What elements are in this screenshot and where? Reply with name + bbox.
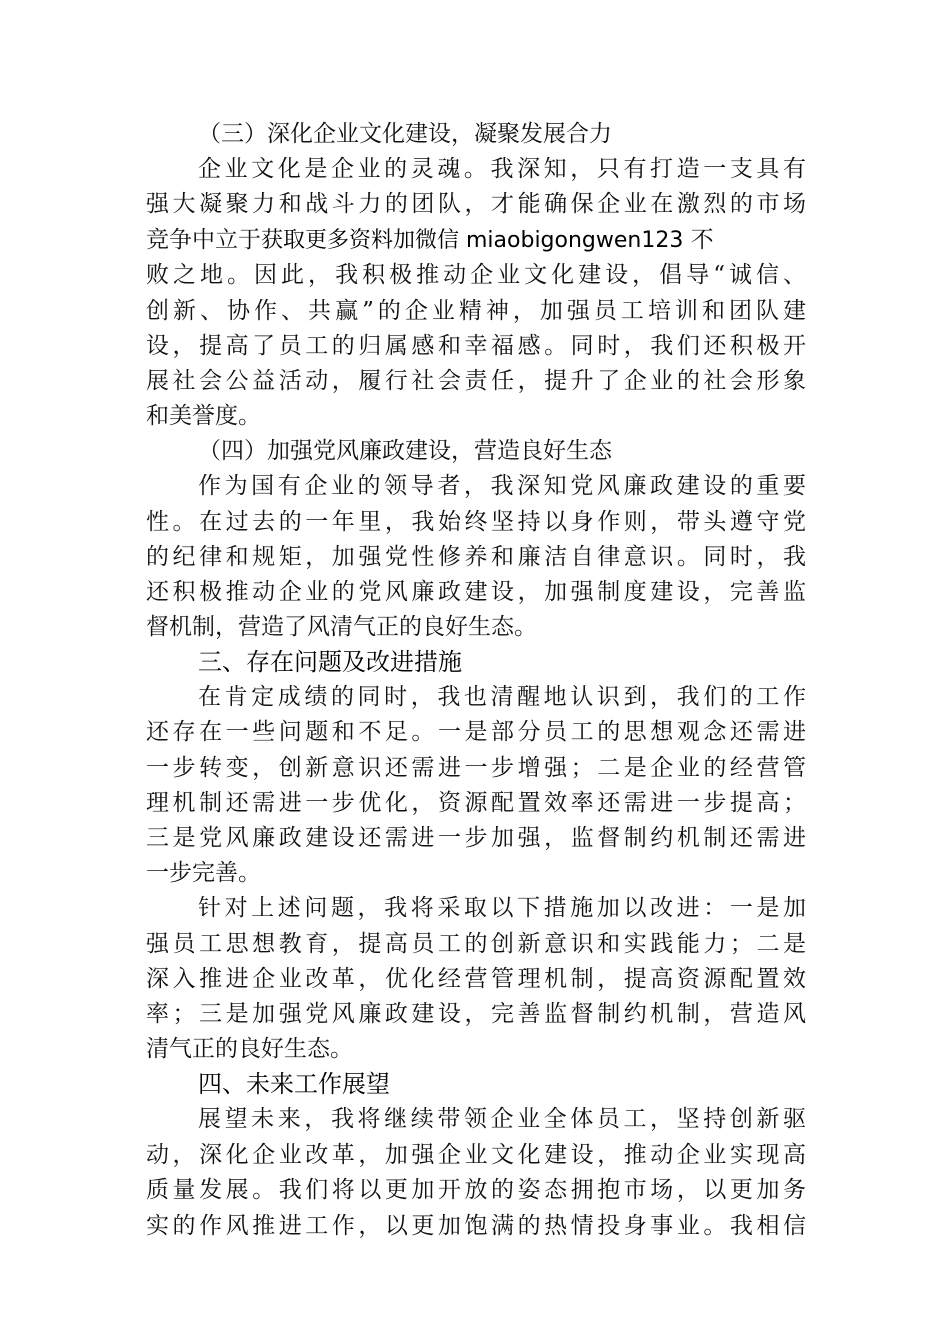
paragraph-line: 深入推进企业改革，优化经营管理机制，提高资源配置效 xyxy=(146,966,806,992)
paragraph-line: 和美誉度。 xyxy=(146,403,261,429)
paragraph-line: 败之地。因此，我积极推动企业文化建设，倡导“诚信、 xyxy=(146,262,806,288)
paragraph-line: 企业文化是企业的灵魂。我深知，只有打造一支具有 xyxy=(198,156,806,182)
paragraph-line: 展望未来，我将继续带领企业全体员工，坚持创新驱 xyxy=(198,1106,806,1132)
paragraph-line: 在肯定成绩的同时，我也清醒地认识到，我们的工作 xyxy=(198,684,806,710)
paragraph-line: 清气正的良好生态。 xyxy=(146,1036,353,1062)
paragraph-line: 创新、协作、共赢”的企业精神，加强员工培训和团队建 xyxy=(146,298,806,324)
paragraph-text: 不 xyxy=(683,227,714,253)
section-heading-4: 四、未来工作展望 xyxy=(198,1070,390,1098)
paragraph-line: 一步转变，创新意识还需进一步增强；二是企业的经营管 xyxy=(146,755,806,781)
paragraph-line: 理机制还需进一步优化，资源配置效率还需进一步提高； xyxy=(146,790,806,816)
paragraph-line: 性。在过去的一年里，我始终坚持以身作则，带头遵守党 xyxy=(146,509,806,535)
paragraph-line: 强大凝聚力和战斗力的团队，才能确保企业在激烈的市场 xyxy=(146,191,806,217)
paragraph-line: 率；三是加强党风廉政建设，完善监督制约机制，营造风 xyxy=(146,1001,806,1027)
paragraph-line: 一步完善。 xyxy=(146,860,261,886)
paragraph-line xyxy=(146,223,806,257)
paragraph-line: 实的作风推进工作，以更加饱满的热情投身事业。我相信 xyxy=(146,1213,806,1239)
paragraph-line: 动，深化企业改革，加强企业文化建设，推动企业实现高 xyxy=(146,1142,806,1168)
paragraph-line: 的纪律和规矩，加强党性修养和廉洁自律意识。同时，我 xyxy=(146,544,806,570)
paragraph-line: 作为国有企业的领导者，我深知党风廉政建设的重要 xyxy=(198,473,806,499)
paragraph-line: 三是党风廉政建设还需进一步加强，监督制约机制还需进 xyxy=(146,825,806,851)
watermark-text: 获取更多资料加微信 miaobigongwen123 xyxy=(261,228,684,253)
paragraph-line: 强员工思想教育，提高员工的创新意识和实践能力；二是 xyxy=(146,931,806,957)
paragraph-line: 针对上述问题，我将采取以下措施加以改进：一是加 xyxy=(198,895,806,921)
paragraph-line: 设，提高了员工的归属感和幸福感。同时，我们还积极开 xyxy=(146,333,806,359)
paragraph-line: 质量发展。我们将以更加开放的姿态拥抱市场，以更加务 xyxy=(146,1177,806,1203)
paragraph-line: 还存在一些问题和不足。一是部分员工的思想观念还需进 xyxy=(146,719,806,745)
paragraph-line: 展社会公益活动，履行社会责任，提升了企业的社会形象 xyxy=(146,368,806,394)
subsection-heading-3: （三）深化企业文化建设，凝聚发展合力 xyxy=(198,121,612,147)
paragraph-line: 还积极推动企业的党风廉政建设，加强制度建设，完善监 xyxy=(146,579,806,605)
paragraph-line: 督机制，营造了风清气正的良好生态。 xyxy=(146,614,537,640)
paragraph-text: 竞争中立于 xyxy=(146,227,261,253)
subsection-heading-4: （四）加强党风廉政建设，营造良好生态 xyxy=(198,438,612,464)
section-heading-3: 三、存在问题及改进措施 xyxy=(198,648,462,676)
